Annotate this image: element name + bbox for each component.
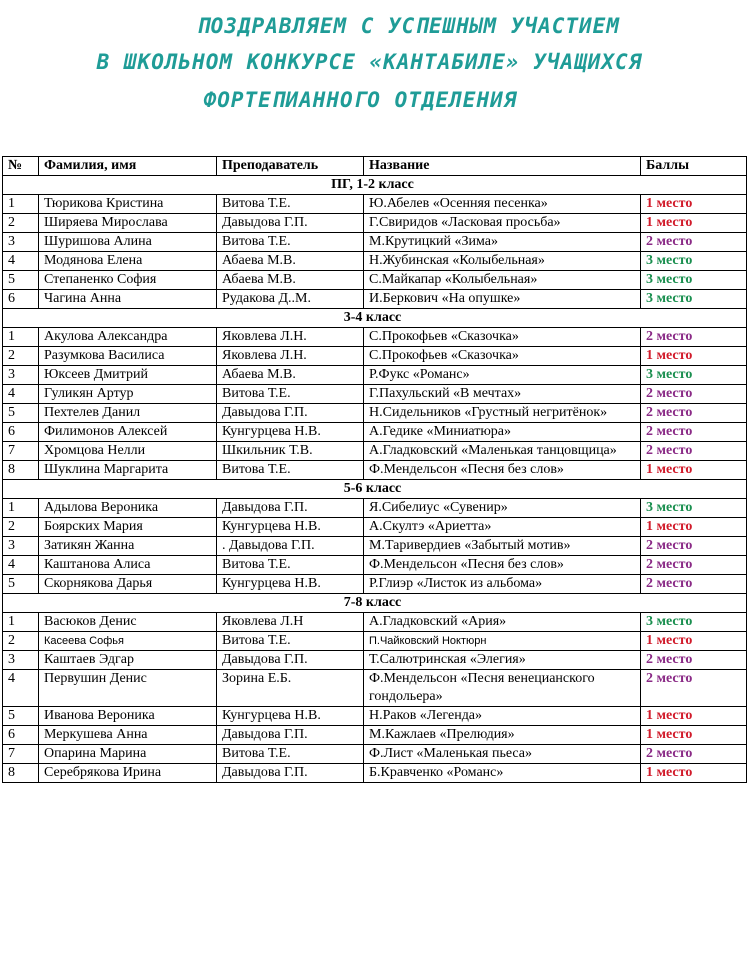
table-row (3, 745, 747, 764)
teacher-name: Давыдова Г.П. (217, 726, 364, 745)
place-result: 3 место (641, 366, 747, 385)
student-name: Опарина Марина (39, 745, 217, 764)
table-row (3, 707, 747, 726)
table-row (3, 461, 747, 480)
place-result: 2 место (641, 385, 747, 404)
student-name: Пехтелев Данил (39, 404, 217, 423)
student-name: Тюрикова Кристина (39, 195, 217, 214)
section-row (3, 176, 747, 195)
table-row (3, 575, 747, 594)
table-row (3, 366, 747, 385)
title-line-3: ФОРТЕПИАННОГО ОТДЕЛЕНИЯ (203, 88, 518, 112)
teacher-name: Кунгурцева Н.В. (217, 518, 364, 537)
row-number: 6 (3, 423, 39, 442)
piece-title: Ю.Абелев «Осенняя песенка» (364, 195, 641, 214)
place-result: 1 место (641, 214, 747, 233)
piece-title: Г.Пахульский «В мечтах» (364, 385, 641, 404)
section-row (3, 309, 747, 328)
row-number: 1 (3, 328, 39, 347)
piece-title: Н.Сидельников «Грустный негритёнок» (364, 404, 641, 423)
teacher-name: Абаева М.В. (217, 271, 364, 290)
teacher-name: Давыдова Г.П. (217, 214, 364, 233)
row-number: 3 (3, 233, 39, 252)
teacher-name: Витова Т.Е. (217, 385, 364, 404)
header-name: Фамилия, имя (39, 157, 217, 176)
title-line-2: В ШКОЛЬНОМ КОНКУРСЕ «КАНТАБИЛЕ» УЧАЩИХСЯ (96, 50, 643, 74)
teacher-name: Зорина Е.Б. (217, 670, 364, 707)
piece-title: М.Таривердиев «Забытый мотив» (364, 537, 641, 556)
student-name: Боярских Мария (39, 518, 217, 537)
table-row (3, 556, 747, 575)
student-name: Скорнякова Дарья (39, 575, 217, 594)
row-number: 5 (3, 575, 39, 594)
row-number: 3 (3, 366, 39, 385)
table-row (3, 214, 747, 233)
section-label: 5-6 класс (3, 480, 747, 499)
student-name: Васюков Денис (39, 613, 217, 632)
student-name: Хромцова Нелли (39, 442, 217, 461)
place-result: 3 место (641, 290, 747, 309)
piece-title: Н.Раков «Легенда» (364, 707, 641, 726)
student-name: Первушин Денис (39, 670, 217, 707)
piece-title: Р.Глиэр «Листок из альбома» (364, 575, 641, 594)
teacher-name: Яковлева Л.Н. (217, 328, 364, 347)
table-row (3, 271, 747, 290)
row-number: 4 (3, 252, 39, 271)
place-result: 1 место (641, 461, 747, 480)
table-row (3, 195, 747, 214)
table-row (3, 632, 747, 651)
student-name: Разумкова Василиса (39, 347, 217, 366)
table-row (3, 423, 747, 442)
table-row (3, 613, 747, 632)
piece-title: Ф.Мендельсон «Песня без слов» (364, 556, 641, 575)
piece-title: Г.Свиридов «Ласковая просьба» (364, 214, 641, 233)
piece-title: А.Скултэ «Ариетта» (364, 518, 641, 537)
piece-title: М.Крутицкий «Зима» (364, 233, 641, 252)
teacher-name: Витова Т.Е. (217, 461, 364, 480)
place-result: 2 место (641, 423, 747, 442)
place-result: 1 место (641, 707, 747, 726)
piece-title: С.Майкапар «Колыбельная» (364, 271, 641, 290)
header-teacher: Преподаватель (217, 157, 364, 176)
teacher-name: Яковлева Л.Н (217, 613, 364, 632)
place-result: 3 место (641, 271, 747, 290)
place-result: 2 место (641, 328, 747, 347)
piece-title: М.Кажлаев «Прелюдия» (364, 726, 641, 745)
results-table (2, 156, 747, 783)
piece-title: Т.Салютринская «Элегия» (364, 651, 641, 670)
teacher-name: Витова Т.Е. (217, 632, 364, 651)
student-name: Касеева Софья (39, 632, 217, 651)
row-number: 5 (3, 404, 39, 423)
piece-title: П.Чайковский Ноктюрн (364, 632, 641, 651)
place-result: 1 место (641, 347, 747, 366)
student-name: Адылова Вероника (39, 499, 217, 518)
place-result: 2 место (641, 575, 747, 594)
piece-title: Б.Кравченко «Романс» (364, 764, 641, 783)
row-number: 3 (3, 537, 39, 556)
row-number: 1 (3, 613, 39, 632)
student-name: Серебрякова Ирина (39, 764, 217, 783)
piece-title: А.Гладковский «Ария» (364, 613, 641, 632)
table-row (3, 290, 747, 309)
table-row (3, 651, 747, 670)
table-row (3, 347, 747, 366)
place-result: 2 место (641, 670, 747, 707)
table-row (3, 726, 747, 745)
teacher-name: Витова Т.Е. (217, 745, 364, 764)
place-result: 3 место (641, 613, 747, 632)
student-name: Каштанова Алиса (39, 556, 217, 575)
piece-title: Р.Фукс «Романс» (364, 366, 641, 385)
piece-title: Н.Жубинская «Колыбельная» (364, 252, 641, 271)
teacher-name: Рудакова Д..М. (217, 290, 364, 309)
student-name: Шуклина Маргарита (39, 461, 217, 480)
teacher-name: Витова Т.Е. (217, 556, 364, 575)
student-name: Чагина Анна (39, 290, 217, 309)
place-result: 2 место (641, 537, 747, 556)
teacher-name: Абаева М.В. (217, 366, 364, 385)
row-number: 7 (3, 745, 39, 764)
place-result: 1 место (641, 726, 747, 745)
teacher-name: Давыдова Г.П. (217, 764, 364, 783)
teacher-name: Яковлева Л.Н. (217, 347, 364, 366)
section-label: 7-8 класс (3, 594, 747, 613)
student-name: Меркушева Анна (39, 726, 217, 745)
place-result: 2 место (641, 233, 747, 252)
piece-title: И.Беркович «На опушке» (364, 290, 641, 309)
row-number: 2 (3, 632, 39, 651)
section-label: ПГ, 1-2 класс (3, 176, 747, 195)
student-name: Ширяева Мирослава (39, 214, 217, 233)
row-number: 1 (3, 195, 39, 214)
teacher-name: Кунгурцева Н.В. (217, 707, 364, 726)
student-name: Юксеев Дмитрий (39, 366, 217, 385)
row-number: 8 (3, 461, 39, 480)
place-result: 1 место (641, 632, 747, 651)
piece-title: Ф.Мендельсон «Песня без слов» (364, 461, 641, 480)
row-number: 4 (3, 556, 39, 575)
row-number: 2 (3, 214, 39, 233)
teacher-name: Витова Т.Е. (217, 233, 364, 252)
row-number: 6 (3, 726, 39, 745)
student-name: Шуришова Алина (39, 233, 217, 252)
table-row (3, 233, 747, 252)
table-row (3, 252, 747, 271)
teacher-name: Абаева М.В. (217, 252, 364, 271)
header-number: № (3, 157, 39, 176)
table-row (3, 764, 747, 783)
piece-title: С.Прокофьев «Сказочка» (364, 347, 641, 366)
place-result: 1 место (641, 195, 747, 214)
teacher-name: . Давыдова Г.П. (217, 537, 364, 556)
place-result: 2 место (641, 556, 747, 575)
piece-title: А.Гедике «Миниатюра» (364, 423, 641, 442)
section-row (3, 594, 747, 613)
row-number: 1 (3, 499, 39, 518)
teacher-name: Витова Т.Е. (217, 195, 364, 214)
teacher-name: Давыдова Г.П. (217, 499, 364, 518)
teacher-name: Давыдова Г.П. (217, 404, 364, 423)
student-name: Иванова Вероника (39, 707, 217, 726)
table-row (3, 385, 747, 404)
student-name: Затикян Жанна (39, 537, 217, 556)
section-row (3, 480, 747, 499)
header-piece: Название (364, 157, 641, 176)
piece-title: С.Прокофьев «Сказочка» (364, 328, 641, 347)
student-name: Акулова Александра (39, 328, 217, 347)
row-number: 6 (3, 290, 39, 309)
row-number: 4 (3, 385, 39, 404)
student-name: Филимонов Алексей (39, 423, 217, 442)
results-body (3, 176, 747, 783)
student-name: Каштаев Эдгар (39, 651, 217, 670)
student-name: Модянова Елена (39, 252, 217, 271)
place-result: 3 место (641, 252, 747, 271)
row-number: 5 (3, 707, 39, 726)
row-number: 2 (3, 518, 39, 537)
piece-title: Ф.Лист «Маленькая пьеса» (364, 745, 641, 764)
table-row (3, 518, 747, 537)
row-number: 3 (3, 651, 39, 670)
place-result: 2 место (641, 745, 747, 764)
student-name: Степаненко София (39, 271, 217, 290)
table-row (3, 537, 747, 556)
place-result: 2 место (641, 442, 747, 461)
title-line-1: ПОЗДРАВЛЯЕМ С УСПЕШНЫМ УЧАСТИЕМ (197, 14, 620, 38)
piece-title: Ф.Мендельсон «Песня венецианского гондольера» (364, 670, 641, 707)
place-result: 1 место (641, 764, 747, 783)
table-row (3, 328, 747, 347)
row-number: 7 (3, 442, 39, 461)
place-result: 3 место (641, 499, 747, 518)
row-number: 8 (3, 764, 39, 783)
teacher-name: Шкильник Т.В. (217, 442, 364, 461)
row-number: 4 (3, 670, 39, 707)
teacher-name: Кунгурцева Н.В. (217, 575, 364, 594)
place-result: 1 место (641, 518, 747, 537)
piece-title: А.Гладковский «Маленькая танцовщица» (364, 442, 641, 461)
teacher-name: Кунгурцева Н.В. (217, 423, 364, 442)
header-score: Баллы (641, 157, 747, 176)
piece-title: Я.Сибелиус «Сувенир» (364, 499, 641, 518)
header-row (3, 157, 747, 176)
teacher-name: Давыдова Г.П. (217, 651, 364, 670)
row-number: 5 (3, 271, 39, 290)
place-result: 2 место (641, 651, 747, 670)
table-row (3, 670, 747, 707)
student-name: Гуликян Артур (39, 385, 217, 404)
table-row (3, 404, 747, 423)
place-result: 2 место (641, 404, 747, 423)
table-row (3, 442, 747, 461)
row-number: 2 (3, 347, 39, 366)
section-label: 3-4 класс (3, 309, 747, 328)
table-row (3, 499, 747, 518)
